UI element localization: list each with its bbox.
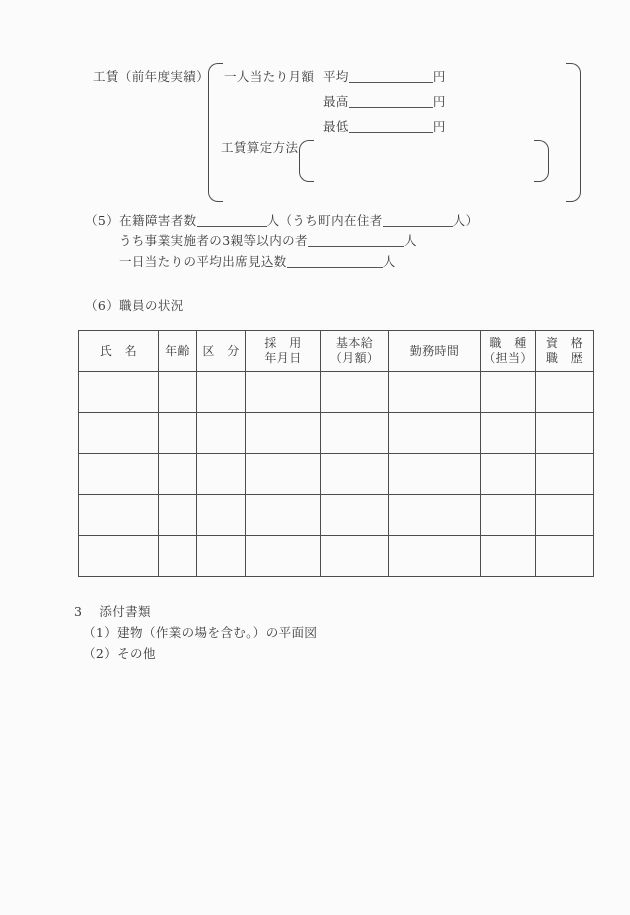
cell-qualification[interactable] (536, 495, 594, 536)
section-3-number: 3 (74, 604, 83, 619)
section-5-line-1 (85, 211, 478, 229)
section-5-line-1-paren-open: （うち町内在住者 (279, 213, 383, 228)
cell-age[interactable] (159, 454, 197, 495)
per-person-monthly-label-row (224, 67, 314, 85)
wage-calculation-method-label: 工賃算定方法 (221, 140, 299, 155)
column-header-base-salary-line2: （月額） (329, 351, 380, 365)
column-header-job-type-line2: （担当） (483, 351, 533, 365)
column-header-qualification-line1: 資 格 (545, 336, 584, 350)
cell-base-salary[interactable] (321, 413, 389, 454)
section-3-item-1-number: （1） (83, 625, 118, 640)
wage-row-average-label: 平均 (323, 69, 349, 84)
cell-age[interactable] (159, 495, 197, 536)
wage-section-label: 工賃（前年度実績） (93, 69, 210, 84)
cell-category[interactable] (197, 536, 246, 577)
wage-calculation-method-input[interactable] (313, 140, 534, 180)
section-3-item-2-number: （2） (83, 646, 118, 661)
cell-name[interactable] (79, 413, 159, 454)
column-header-category-line1: 区 分 (202, 343, 240, 358)
cell-working-hours[interactable] (389, 372, 481, 413)
section-5-relatives-count-input[interactable] (308, 234, 404, 247)
wage-outer-bracket-right-icon (566, 63, 581, 202)
column-header-working-hours-line1: 勤務時間 (409, 343, 460, 358)
cell-base-salary[interactable] (321, 536, 389, 577)
column-header-name (79, 331, 159, 372)
section-5-line-1-paren-unit: 人） (452, 213, 479, 228)
section-5-daily-attendance-input[interactable] (287, 255, 383, 268)
column-header-qualification (536, 331, 594, 372)
cell-category[interactable] (197, 454, 246, 495)
section-3-heading (74, 602, 151, 620)
wage-row-max-unit: 円 (432, 94, 446, 109)
cell-hire-date[interactable] (246, 372, 321, 413)
cell-category[interactable] (197, 372, 246, 413)
cell-job-type[interactable] (481, 536, 536, 577)
cell-hire-date[interactable] (246, 454, 321, 495)
cell-qualification[interactable] (536, 413, 594, 454)
section-5-line-1-unit: 人 (266, 213, 280, 228)
cell-name[interactable] (79, 536, 159, 577)
section-3-item-1-text: 建物（作業の場を含む。）の平面図 (117, 625, 318, 640)
wage-row-min-input[interactable] (349, 120, 433, 133)
wage-inner-bracket-right-icon (534, 140, 549, 182)
wage-row-average-unit: 円 (432, 69, 446, 84)
cell-age[interactable] (159, 372, 197, 413)
table-row (79, 413, 594, 454)
cell-age[interactable] (159, 536, 197, 577)
section-5-line-2 (119, 231, 417, 249)
section-6-heading (85, 296, 184, 314)
cell-job-type[interactable] (481, 413, 536, 454)
section-3-item-2 (83, 644, 156, 662)
section-6-number: （6） (85, 298, 120, 313)
cell-qualification[interactable] (536, 536, 594, 577)
column-header-working-hours (389, 331, 481, 372)
section-5-line-3 (119, 252, 396, 270)
cell-hire-date[interactable] (246, 413, 321, 454)
section-5-in-town-count-input[interactable] (383, 214, 453, 227)
wage-row-max-label: 最高 (323, 94, 349, 109)
section-6-heading-text: 職員の状況 (119, 298, 184, 313)
wage-row-min (323, 117, 446, 135)
cell-working-hours[interactable] (389, 454, 481, 495)
cell-qualification[interactable] (536, 454, 594, 495)
column-header-job-type (481, 331, 536, 372)
column-header-qualification-line2: 職 歴 (545, 351, 584, 365)
wage-row-min-label: 最低 (323, 119, 349, 134)
wage-outer-bracket-left-icon (208, 63, 223, 202)
column-header-hire-date (246, 331, 321, 372)
wage-row-max (323, 92, 446, 110)
wage-row-average (323, 67, 446, 85)
cell-name[interactable] (79, 372, 159, 413)
table-row (79, 495, 594, 536)
wage-row-average-input[interactable] (349, 70, 433, 83)
section-5-line-1-label: 在籍障害者数 (119, 213, 197, 228)
cell-age[interactable] (159, 413, 197, 454)
per-person-monthly-label: 一人当たり月額 (224, 69, 315, 84)
cell-job-type[interactable] (481, 454, 536, 495)
column-header-age (159, 331, 197, 372)
section-3-item-2-text: その他 (117, 646, 156, 661)
column-header-job-type-line1: 職 種 (489, 336, 527, 350)
table-header-row (79, 331, 594, 372)
column-header-base-salary-line1: 基本給 (335, 336, 374, 350)
cell-job-type[interactable] (481, 495, 536, 536)
table-row (79, 536, 594, 577)
section-5-line-2-unit: 人 (403, 233, 417, 248)
cell-hire-date[interactable] (246, 495, 321, 536)
column-header-category (197, 331, 246, 372)
section-5-line-3-unit: 人 (382, 254, 396, 269)
column-header-hire-date-line1: 採 用 (264, 336, 302, 350)
cell-category[interactable] (197, 413, 246, 454)
table-row (79, 372, 594, 413)
section-5-line-2-label: うち事業実施者の3親等以内の者 (119, 233, 308, 248)
section-5-number: （5） (85, 213, 120, 228)
section-5-disabled-count-input[interactable] (197, 214, 267, 227)
cell-base-salary[interactable] (321, 454, 389, 495)
staff-table-body (79, 372, 594, 577)
wage-row-min-unit: 円 (432, 119, 446, 134)
wage-inner-bracket-left-icon (299, 140, 314, 182)
cell-working-hours[interactable] (389, 495, 481, 536)
cell-job-type[interactable] (481, 372, 536, 413)
column-header-base-salary (321, 331, 389, 372)
cell-working-hours[interactable] (389, 413, 481, 454)
section-5-line-3-label: 一日当たりの平均出席見込数 (119, 254, 287, 269)
column-header-name-line1: 氏 名 (99, 343, 138, 358)
cell-category[interactable] (197, 495, 246, 536)
table-row (79, 454, 594, 495)
staff-status-table (78, 330, 594, 577)
cell-working-hours[interactable] (389, 536, 481, 577)
wage-row-max-input[interactable] (349, 95, 433, 108)
cell-base-salary[interactable] (321, 372, 389, 413)
wage-section (0, 0, 630, 215)
cell-name[interactable] (79, 495, 159, 536)
cell-base-salary[interactable] (321, 495, 389, 536)
cell-qualification[interactable] (536, 372, 594, 413)
section-3-item-1 (83, 623, 317, 641)
column-header-age-line1: 年齢 (165, 343, 190, 358)
cell-hire-date[interactable] (246, 536, 321, 577)
section-3-heading-text: 添付書類 (99, 604, 151, 619)
cell-name[interactable] (79, 454, 159, 495)
column-header-hire-date-line2: 年月日 (264, 351, 302, 365)
